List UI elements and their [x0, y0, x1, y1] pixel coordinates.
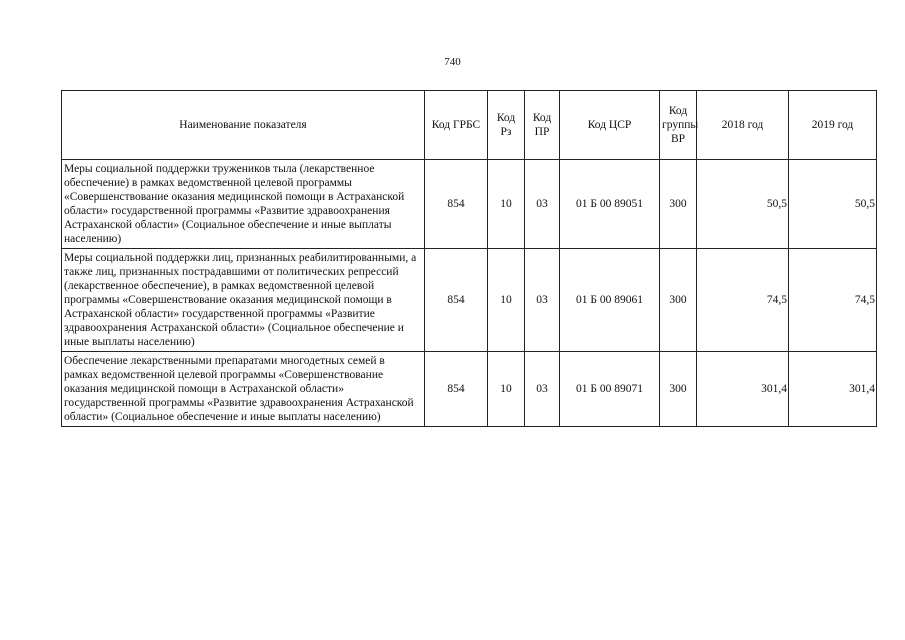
row-2019: 74,5 [789, 249, 877, 352]
row-vr: 300 [660, 249, 697, 352]
table-header-row [62, 91, 877, 160]
row-pr: 03 [525, 352, 560, 427]
header-2019: 2019 год [789, 91, 877, 160]
header-rz: Код Рз [488, 91, 525, 160]
row-2019: 50,5 [789, 160, 877, 249]
row-grbs: 854 [425, 160, 488, 249]
row-name: Меры социальной поддержки лиц, признанных реабилитированными, а также лиц, признанных пострадавшими от политических репрессий (лекарственное обеспечение), в рамках ведомственной целевой программы «Совершенствование оказания медицинской помощи в Астраханской области» государственной программы «Развитие здравоохранения Астраханской области» (Социальное обеспечение и иные выплаты населению) [62, 249, 425, 352]
budget-table [61, 90, 877, 427]
row-grbs: 854 [425, 352, 488, 427]
row-pr: 03 [525, 249, 560, 352]
row-rz: 10 [488, 249, 525, 352]
header-csr: Код ЦСР [560, 91, 660, 160]
header-name: Наименование показателя [62, 91, 425, 160]
header-2018: 2018 год [697, 91, 789, 160]
table-row [62, 160, 877, 249]
row-2018: 50,5 [697, 160, 789, 249]
header-pr: Код ПР [525, 91, 560, 160]
header-grbs: Код ГРБС [425, 91, 488, 160]
row-2018: 74,5 [697, 249, 789, 352]
row-vr: 300 [660, 352, 697, 427]
header-vr: Код группы ВР [660, 91, 697, 160]
page-number: 740 [444, 56, 461, 68]
row-pr: 03 [525, 160, 560, 249]
table-row [62, 352, 877, 427]
row-csr: 01 Б 00 89071 [560, 352, 660, 427]
table-row [62, 249, 877, 352]
row-2019: 301,4 [789, 352, 877, 427]
row-vr: 300 [660, 160, 697, 249]
row-rz: 10 [488, 160, 525, 249]
row-2018: 301,4 [697, 352, 789, 427]
row-rz: 10 [488, 352, 525, 427]
row-csr: 01 Б 00 89061 [560, 249, 660, 352]
row-csr: 01 Б 00 89051 [560, 160, 660, 249]
row-name: Обеспечение лекарственными препаратами многодетных семей в рамках ведомственной целевой программы «Совершенствование оказания медицинской помощи в Астраханской области» государственной программы «Развитие здравоохранения Астраханской области» (Социальное обеспечение и иные выплаты населению) [62, 352, 425, 427]
row-name: Меры социальной поддержки тружеников тыла (лекарственное обеспечение) в рамках ведомственной целевой программы «Совершенствование оказания медицинской помощи в Астраханской области» государственной программы «Развитие здравоохранения Астраханской области» (Социальное обеспечение и иные выплаты населению) [62, 160, 425, 249]
row-grbs: 854 [425, 249, 488, 352]
